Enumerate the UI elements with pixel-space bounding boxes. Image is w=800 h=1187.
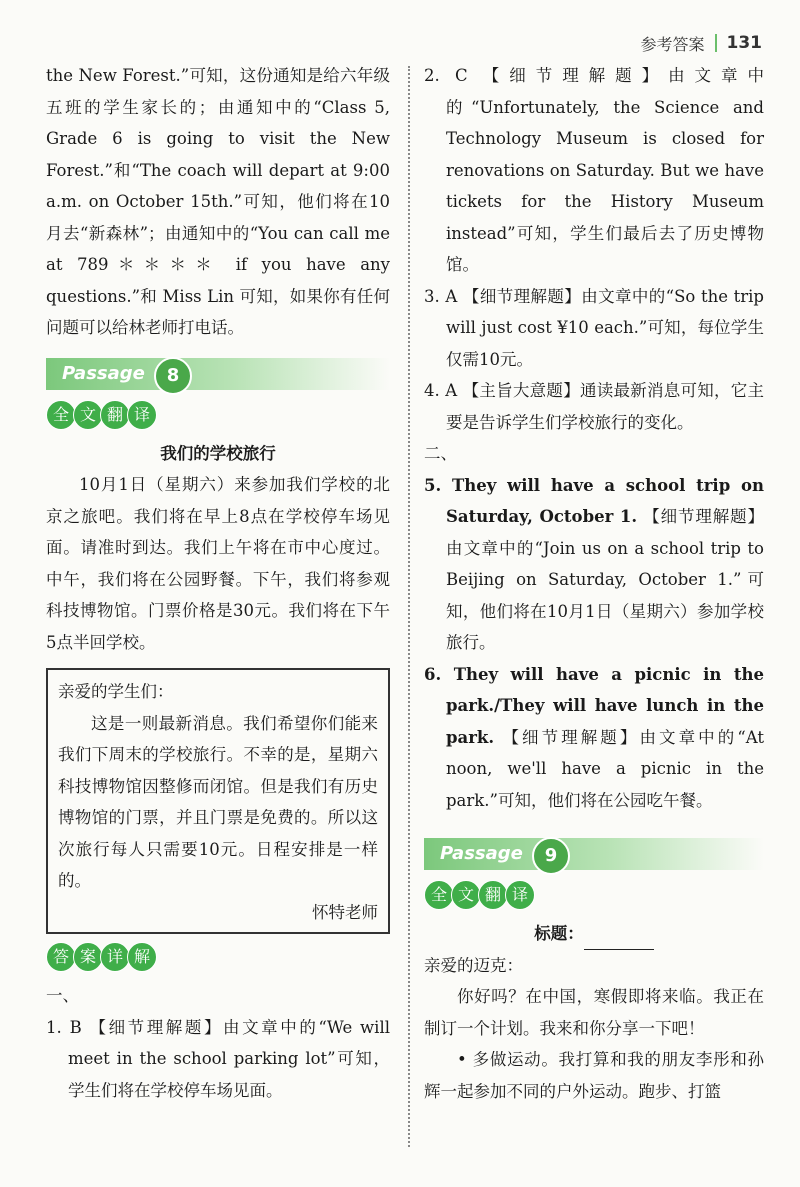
- badge-char: 文: [451, 880, 481, 910]
- badge-char: 译: [127, 400, 157, 430]
- badge-char: 详: [100, 942, 130, 972]
- badge-char: 翻: [100, 400, 130, 430]
- badge-char: 翻: [478, 880, 508, 910]
- notice-greeting: 亲爱的学生们：: [58, 682, 174, 701]
- page-header: [640, 30, 762, 56]
- title-line: [424, 918, 764, 950]
- passage-number: 9: [532, 837, 570, 875]
- badge-char: 文: [73, 400, 103, 430]
- title-label: 标题：: [534, 924, 584, 943]
- answer-1: 1. B 【细节理解题】由文章中的“We will meet in the school parking lot”可知，学生们将在学校停车场见面。: [46, 1017, 390, 1100]
- answer-2: 2. C 【细节理解题】由文章中的“Unfortunately, the Science and Technology Museum is closed for renovations on Saturday. But we have tickets for the History Museum instead”可知，学生们最后去了历史博物馆。: [424, 66, 764, 274]
- section-two-heading: 二、: [424, 444, 457, 463]
- title-blank: [584, 931, 654, 950]
- header-divider: [715, 34, 717, 52]
- answer-5: [424, 470, 764, 659]
- answer-badge: [46, 942, 390, 972]
- section-label: 参考答案: [640, 34, 705, 54]
- notice-signature: 怀特老师: [312, 902, 378, 922]
- answer-4: 4. A 【主旨大意题】通读最新消息可知，它主要是告诉学生们学校旅行的变化。: [424, 381, 764, 432]
- badge-char: 解: [127, 942, 157, 972]
- answer-3: 3. A 【细节理解题】由文章中的“So the trip will just cost ¥10 each.”可知，每位学生仅需10元。: [424, 286, 764, 369]
- notice-body: 这是一则最新消息。我们希望你们能来我们下周末的学校旅行。不幸的是，星期六科技博物馆因整修而闭馆。但是我们有历史博物馆的门票，并且门票是免费的。所以这次旅行每人只需要10元。日程安排是一样的。: [58, 713, 378, 890]
- translation-paragraph: 10月1日（星期六）来参加我们学校的北京之旅吧。我们将在早上8点在学校停车场见面。请准时到达。我们上午将在市中心度过。中午，我们将在公园野餐。下午，我们将参观科技博物馆。门票价格是30元。我们将在下午5点半回学校。: [46, 475, 390, 652]
- letter-greeting: 亲爱的迈克：: [424, 955, 523, 975]
- translation-badge: [46, 400, 390, 430]
- right-column: [424, 60, 764, 1107]
- translation-badge: [424, 880, 764, 910]
- badge-char: 全: [424, 880, 454, 910]
- left-column: [46, 60, 390, 1106]
- letter-bullet: • 多做运动。我打算和我的朋友李彤和孙辉一起参加不同的户外运动。跑步、打篮: [424, 1050, 764, 1101]
- column-divider: [408, 66, 410, 1147]
- answer-6-key: 6. They will have a picnic in the park./They will have lunch in the park.: [424, 664, 764, 747]
- section-one-heading: 一、: [46, 986, 79, 1005]
- passage-number: 8: [154, 357, 192, 395]
- answer-5-explain: 【细节理解题】由文章中的“Join us on a school trip to Beijing on Saturday, October 1.”可知，他们将在10月1日（星期六）参加学校旅行。: [446, 507, 765, 652]
- notice-box: [46, 668, 390, 934]
- translation-title: 我们的学校旅行: [160, 443, 276, 463]
- badge-char: 全: [46, 400, 76, 430]
- passage-label: Passage: [62, 362, 145, 384]
- passage-9-banner: [424, 838, 764, 870]
- answer-5-key: 5. They will have a school trip on Saturday, October 1.: [424, 475, 764, 526]
- passage7-tail: the New Forest.”可知，这份通知是给六年级五班的学生家长的；由通知中的“Class 5, Grade 6 is going to visit the New Forest.”和“The coach will depart at 9:00 a.m. on October 15th.”可知，他们将在10月去“新森林”；由通知中的“You can call me at 789＊＊＊＊ if you have any questions.”和 Miss Lin 可知，如果你有任何问题可以给林老师打电话。: [46, 66, 390, 337]
- page-number: 131: [726, 33, 762, 53]
- badge-char: 案: [73, 942, 103, 972]
- answer-6-explain: 【细节理解题】由文章中的“At noon, we'll have a picnic in the park.”可知，他们将在公园吃午餐。: [446, 727, 764, 810]
- passage-label: Passage: [440, 843, 523, 864]
- letter-paragraph: 你好吗？在中国，寒假即将来临。我正在制订一个计划。我来和你分享一下吧！: [424, 987, 764, 1038]
- passage-8-banner: [46, 358, 390, 390]
- badge-char: 译: [505, 880, 535, 910]
- answer-6: [424, 659, 764, 817]
- badge-char: 答: [46, 942, 76, 972]
